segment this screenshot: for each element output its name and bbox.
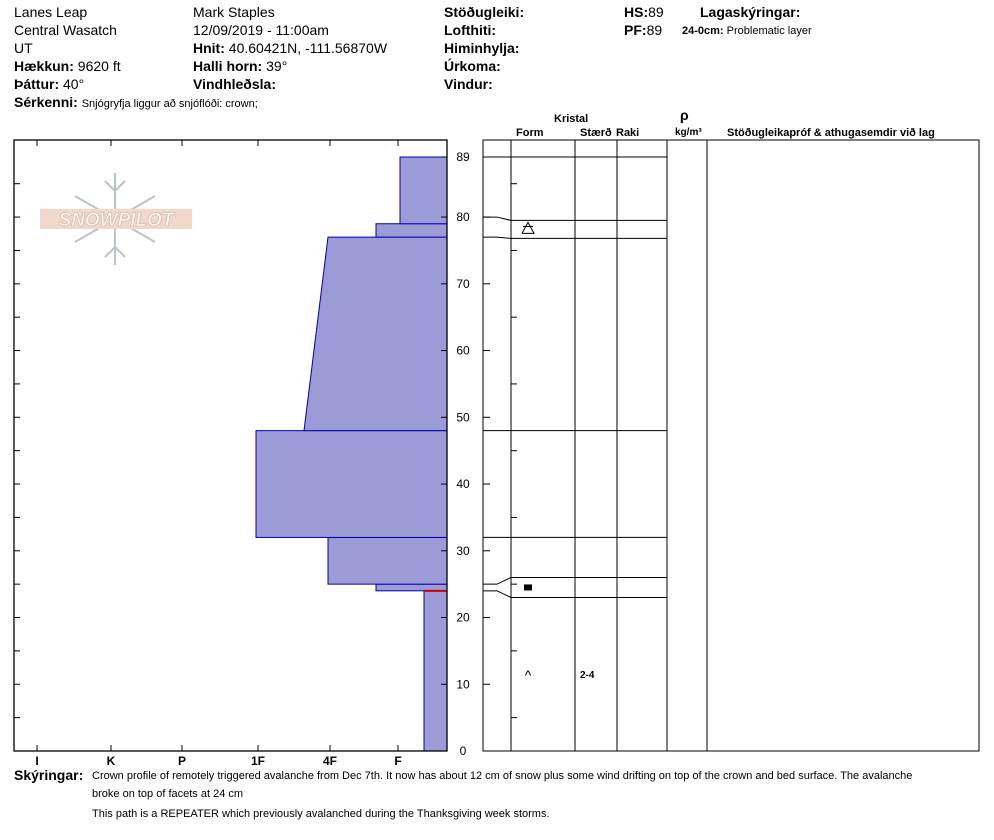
crystal-facets [524,584,532,590]
form-header: Form [516,127,544,139]
hardness-layer-1 [376,584,447,591]
x-label-4F: 4F [322,754,338,768]
elevation-label: Hækkun: [14,58,74,74]
y-label-30: 30 [456,543,470,558]
legend-text: Problematic layer [726,25,812,37]
density-unit-header: kg/m³ [675,127,702,138]
legend-range: 24-0cm: [682,25,724,37]
connector-1 [483,217,511,220]
connector-2 [483,237,511,238]
hardness-layers [256,157,447,751]
x-label-I: I [35,754,39,768]
legend-label: Lagaskýringar: [700,4,801,20]
hs-value: 89 [648,4,664,20]
features-value: Snjógryfja liggur að snjóflóði: crown; [81,98,258,110]
crystal-surface-hoar [522,222,534,233]
comments-line-1: Crown profile of remotely triggered avalanche from Dec 7th. It now has about 12 cm of snow plus some wind drifting on top of the crown and bed surface. The avalanche [92,770,913,782]
tests-header: Stöðugleikapróf & athugasemdir við lag [727,127,935,139]
crystal-header: Kristal [554,113,589,125]
y-label-80: 80 [456,210,470,225]
coords-label: Hnit: [193,40,225,56]
wind-loading-label: Vindhleðsla: [193,76,276,92]
y-label-0: 0 [459,744,467,758]
datetime: 12/09/2019 - 11:00am [193,22,329,38]
size-header: Stærð [580,127,612,139]
state: UT [14,40,33,56]
pf-value: 89 [646,22,663,38]
y-label-10: 10 [456,677,470,692]
left-axis-ticks [14,184,20,718]
aspect-label: Þáttur: [14,76,60,92]
stability-label: Stöðugleiki: [444,4,525,20]
crystal-depth-hoar: ^ [524,667,532,684]
y-label-60: 60 [456,343,470,358]
y-label-40: 40 [456,477,470,492]
pf-label: PF: [624,22,647,38]
crystal-size-2: 2-4 [580,670,595,682]
x-label-1F: 1F [250,754,266,768]
hardness-layer-0 [424,591,447,751]
x-label-K: K [106,754,116,768]
range: Central Wasatch [14,22,117,38]
snowpilot-logo [40,173,192,265]
hardness-layer-2 [328,537,447,584]
precip-label: Úrkoma: [444,58,501,74]
location: Lanes Leap [14,4,88,20]
wind-label: Vindur: [444,76,493,92]
elevation-value: 9620 ft [77,58,121,74]
hardness-layer-4 [304,237,447,431]
y-label-70: 70 [456,276,470,291]
comments-line-2: broke on top of facets at 24 cm [92,788,244,800]
slope-value: 39° [266,58,288,74]
crystal-symbols [522,222,595,683]
air-temp-label: Lofthiti: [444,22,497,38]
logo-text: SNOWPILOT [58,210,174,231]
depth-axis [441,150,517,758]
hs-label: HS: [624,4,649,20]
x-label-F: F [394,754,402,768]
sky-label: Himinhylja: [444,40,520,56]
layer-columns-grid [483,140,979,751]
connector-5 [483,577,511,584]
aspect-value: 40° [63,76,85,92]
observer: Mark Staples [193,4,275,20]
hardness-layer-5 [376,224,447,237]
y-label-20: 20 [456,610,470,625]
x-label-P: P [177,754,187,768]
y-label-50: 50 [456,410,470,425]
hardness-layer-6 [400,157,447,224]
rho-header: ρ [680,107,689,123]
coords-value: 40.60421N, -111.56870W [228,40,388,56]
y-label-89: 89 [456,150,470,164]
connector-6 [483,591,511,598]
features-label: Sérkenni: [14,94,78,110]
comments-line-3: This path is a REPEATER which previously avalanched during the Thanksgiving week storms. [92,808,550,820]
moisture-header: Raki [616,127,640,139]
slope-label: Halli horn: [193,58,263,74]
comments-label: Skýringar: [14,767,84,783]
hardness-layer-3 [256,431,447,538]
